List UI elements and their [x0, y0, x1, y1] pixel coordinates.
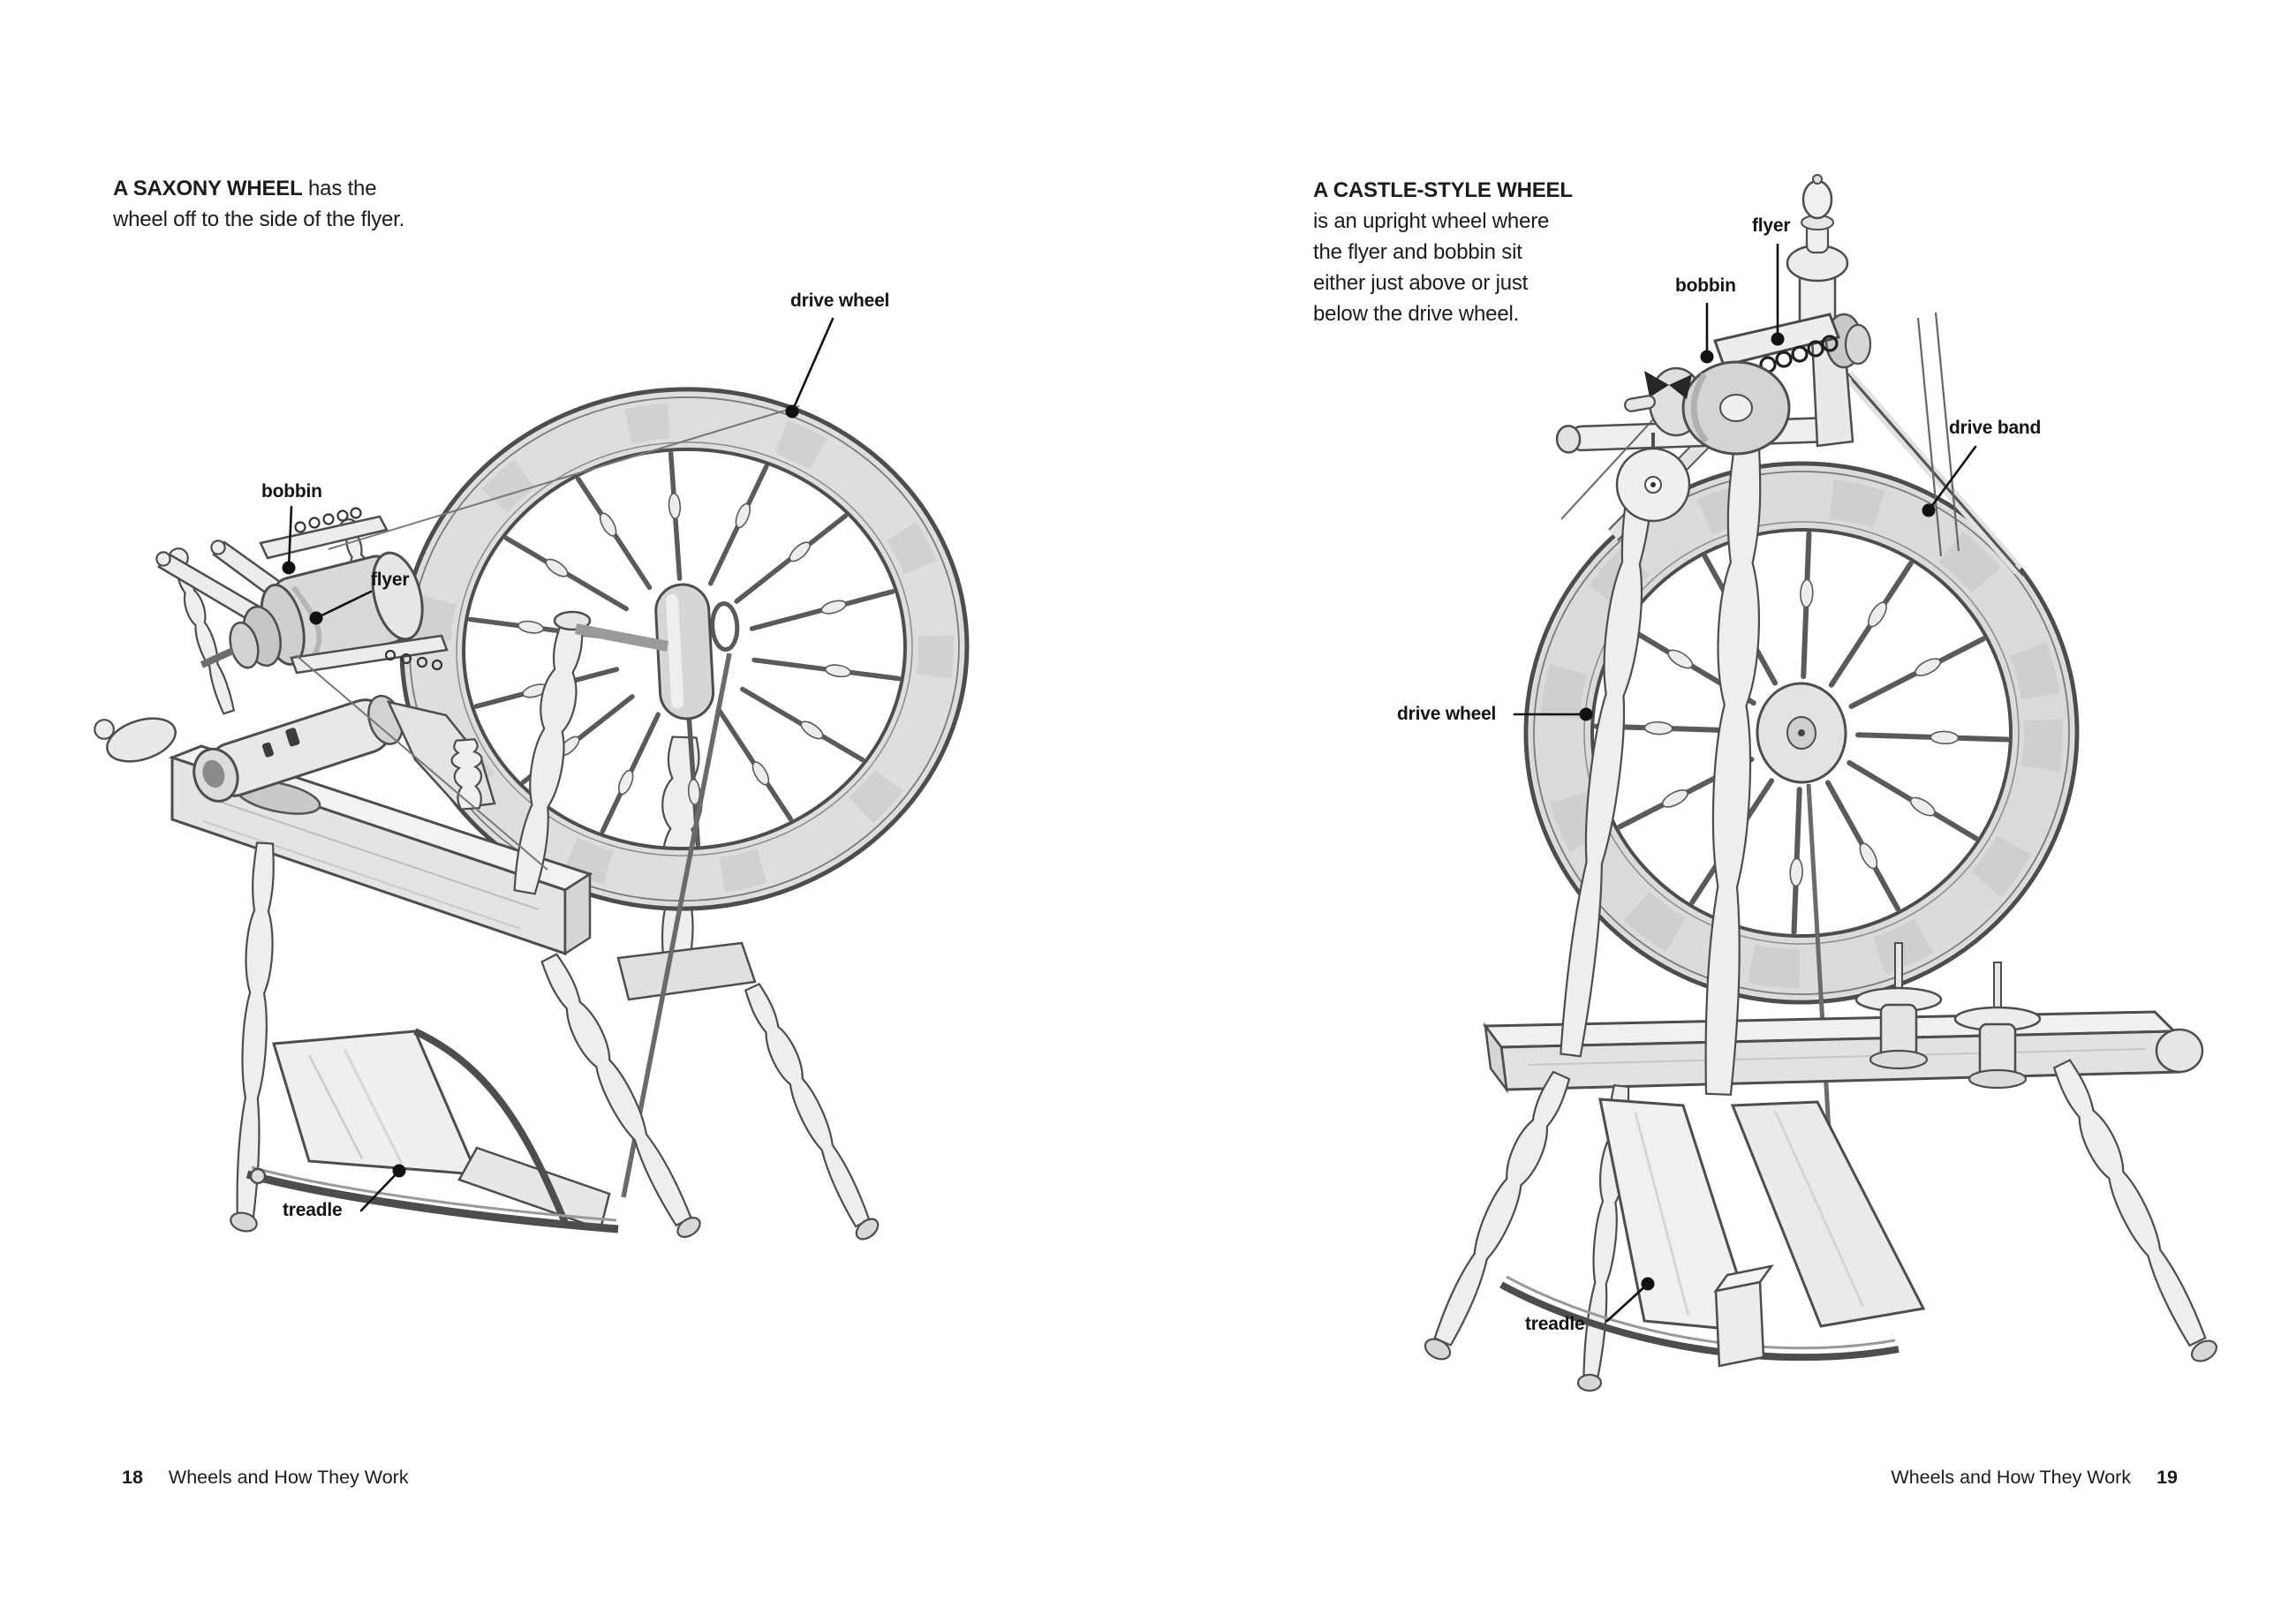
saxony-hub — [654, 584, 714, 721]
leader-dot — [310, 612, 323, 625]
page-number-right: 19 — [2156, 1467, 2178, 1488]
saxony-post-foot — [618, 943, 755, 1000]
castle-finial-post — [1787, 175, 1853, 446]
leader-dot — [393, 1165, 406, 1178]
leader-dot — [1922, 504, 1936, 517]
leader-dot — [786, 405, 799, 419]
label-treadle-castle: treadle — [1525, 1314, 1585, 1334]
castle-base — [1485, 1012, 2202, 1090]
running-head-left: Wheels and How They Work — [168, 1467, 409, 1488]
spoke-turning — [517, 620, 544, 635]
saxony-illustration — [94, 375, 980, 1243]
saxony-bench-knob — [102, 711, 181, 770]
leader-dot — [1771, 333, 1785, 346]
label-drive-band-castle: drive band — [1949, 418, 2042, 438]
spoke-turning — [825, 663, 851, 678]
saxony-intro-lead: A SAXONY WHEEL — [113, 177, 303, 200]
castle-treadle-block — [1716, 1282, 1764, 1366]
label-flyer-saxony: flyer — [371, 570, 410, 590]
spoke-turning — [1790, 858, 1803, 886]
spoke-turning — [1913, 655, 1943, 679]
castle-intro-text: A CASTLE-STYLE WHEEL is an upright wheel where the flyer and bobbin sit either just above or just below the drive wheel. — [1313, 178, 1573, 326]
leader-dot — [1642, 1278, 1655, 1291]
castle-intro-lead: A CASTLE-STYLE WHEEL — [1313, 178, 1573, 202]
spoke-turning — [543, 556, 570, 580]
page-number-left: 18 — [122, 1467, 143, 1488]
spoke-turning — [1800, 579, 1813, 607]
spoke-turning — [820, 598, 848, 615]
footer-right — [1891, 1467, 2178, 1489]
spoke-turning — [668, 493, 682, 518]
saxony-intro-text: A SAXONY WHEEL has the wheel off to the side of the flyer. — [113, 177, 405, 231]
spoke-turning — [1907, 794, 1937, 819]
spoke-turning — [750, 759, 772, 787]
spoke-turning — [1856, 841, 1880, 871]
spoke-turning — [1930, 731, 1959, 744]
label-flyer-castle: flyer — [1752, 215, 1791, 236]
castle-illustration — [1422, 175, 2220, 1391]
leader-line — [792, 319, 833, 411]
label-treadle-saxony: treadle — [283, 1200, 343, 1220]
leader-dot — [1701, 351, 1714, 364]
footer-left — [122, 1467, 409, 1489]
label-bobbin-castle: bobbin — [1675, 275, 1736, 296]
spoke-turning — [733, 502, 752, 529]
leader-dot — [283, 562, 296, 575]
spoke-turning — [1644, 721, 1673, 735]
saxony-crank — [711, 603, 738, 650]
spoke-turning — [1665, 646, 1696, 671]
spoke-turning — [616, 768, 636, 796]
label-bobbin-saxony: bobbin — [261, 481, 322, 502]
spoke-turning — [1660, 787, 1690, 811]
label-drive-wheel-castle: drive wheel — [1397, 704, 1497, 724]
saxony-axle — [576, 629, 668, 646]
spoke-turning — [787, 539, 813, 565]
label-drive-wheel-saxony: drive wheel — [790, 290, 890, 311]
running-head-right: Wheels and How They Work — [1891, 1467, 2132, 1488]
leader-line — [289, 507, 291, 568]
leader-dot — [1580, 708, 1593, 721]
spoke-turning — [597, 511, 619, 539]
spoke-turning — [798, 719, 826, 743]
spoke-turning — [1865, 600, 1890, 630]
